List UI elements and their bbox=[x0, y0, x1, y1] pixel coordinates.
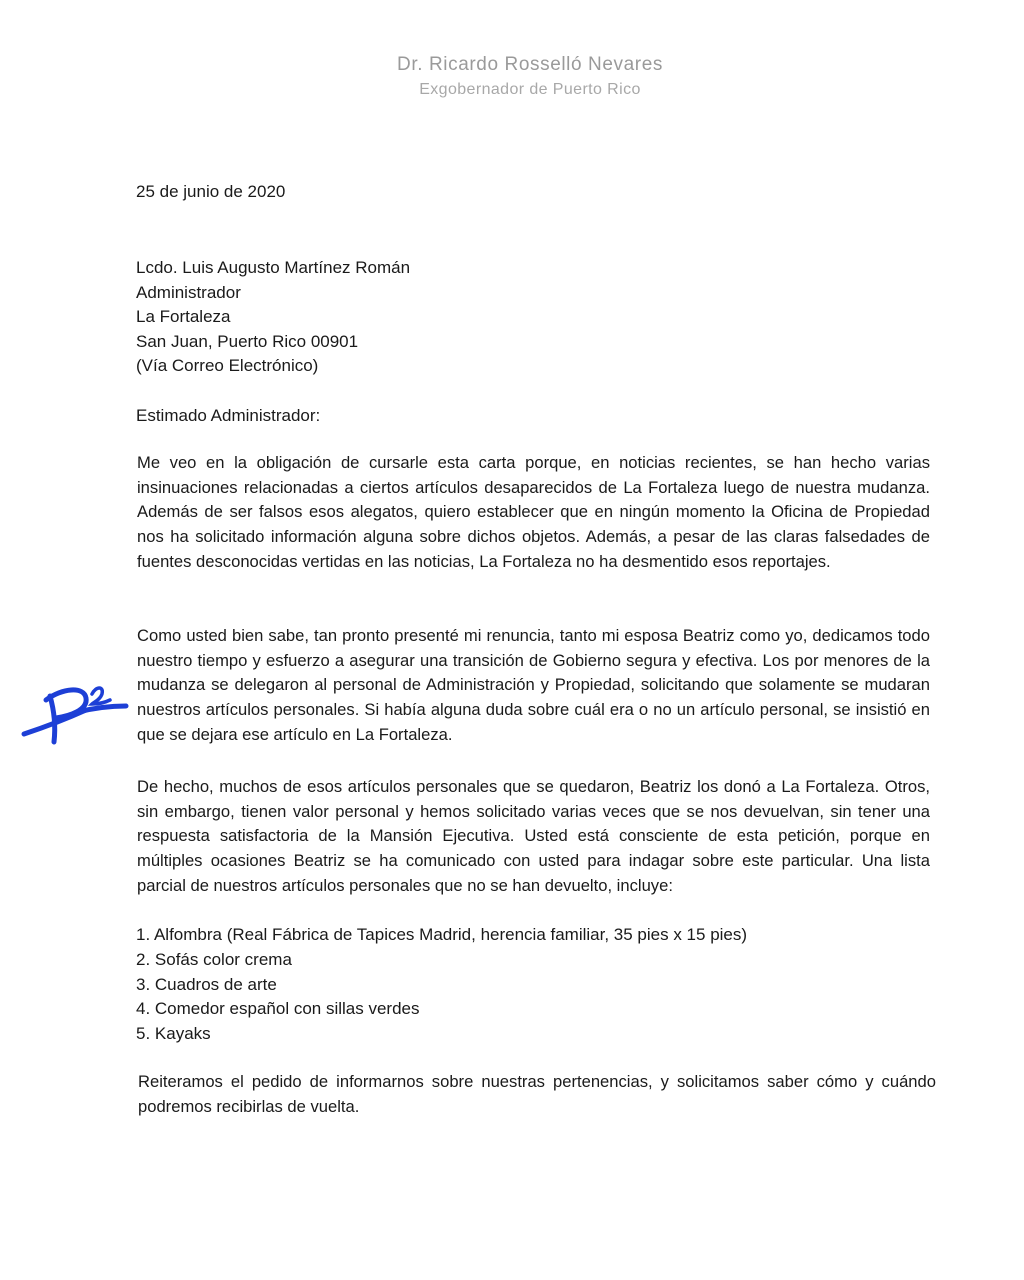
letterhead bbox=[0, 52, 1024, 102]
list-item: 3. Cuadros de arte bbox=[136, 974, 277, 994]
letterhead-title: Exgobernador de Puerto Rico bbox=[419, 81, 641, 98]
list-item: 1. Alfombra (Real Fábrica de Tapices Madrid, herencia familiar, 35 pies x 15 pies) bbox=[136, 925, 748, 944]
list-item: 4. Comedor español con sillas verdes bbox=[136, 999, 420, 1019]
recipient-office: La Fortaleza bbox=[136, 307, 231, 327]
recipient-name: Lcdo. Luis Augusto Martínez Román bbox=[136, 258, 411, 277]
letter-date: 25 de junio de 2020 bbox=[136, 182, 286, 201]
paragraph-1: Me veo en la obligación de cursarle esta carta porque, en noticias recientes, se han hecho varias insinuaciones relacionadas a ciertos artículos desaparecidos de La Fortaleza luego de nuestra mudanza. Además de ser falsos esos alegatos, quiero establecer que en ningún momento la Oficina de Propiedad nos ha solicitado información alguna sobre dichos objetos. Además, a pesar de las claras falsedades de fuentes desconocidas vertidas en las noticias, La Fortaleza no ha desmentido esos reportajes. bbox=[137, 453, 930, 571]
recipient-position: Administrador bbox=[136, 282, 241, 302]
list-item: 2. Sofás color crema bbox=[136, 949, 292, 969]
letterhead-name: Dr. Ricardo Rosselló Nevares bbox=[397, 54, 663, 75]
paragraph-3: De hecho, muchos de esos artículos personales que se quedaron, Beatriz los donó a La Fortaleza. Otros, sin embargo, tienen valor personal y hemos solicitado varias veces que se nos devuelvan, sin tener una respuesta satisfactoria de la Mansión Ejecutiva. Usted está consciente de esta petición, porque en múltiples ocasiones Beatriz se ha comunicado con usted para indagar sobre este particular. Una lista parcial de nuestros artículos personales que no se han devuelto, incluye: bbox=[137, 777, 930, 895]
recipient-city: San Juan, Puerto Rico 00901 bbox=[136, 331, 359, 351]
items-list bbox=[136, 923, 747, 1047]
paragraph-4: Reiteramos el pedido de informarnos sobre nuestras pertenencias, y solicitamos saber cómo y cuándo podremos recibirlas de vuelta. bbox=[138, 1072, 936, 1116]
recipient-address bbox=[136, 256, 410, 379]
list-item: 5. Kayaks bbox=[136, 1024, 211, 1044]
salutation: Estimado Administrador: bbox=[136, 406, 321, 425]
handwritten-initials bbox=[10, 672, 130, 752]
paragraph-2: Como usted bien sabe, tan pronto presenté mi renuncia, tanto mi esposa Beatriz como yo, dedicamos todo nuestro tiempo y esfuerzo a asegurar una transición de Gobierno segura y efectiva. Los por menores de la mudanza se delegaron al personal de Administración y Propiedad, solicitando que solamente se mudaran nuestros artículos personales. Si había alguna duda sobre cuál era o no un artículo personal, se insistió en que se dejara ese artículo en La Fortaleza. bbox=[137, 626, 930, 744]
recipient-delivery: (Vía Correo Electrónico) bbox=[136, 356, 319, 376]
